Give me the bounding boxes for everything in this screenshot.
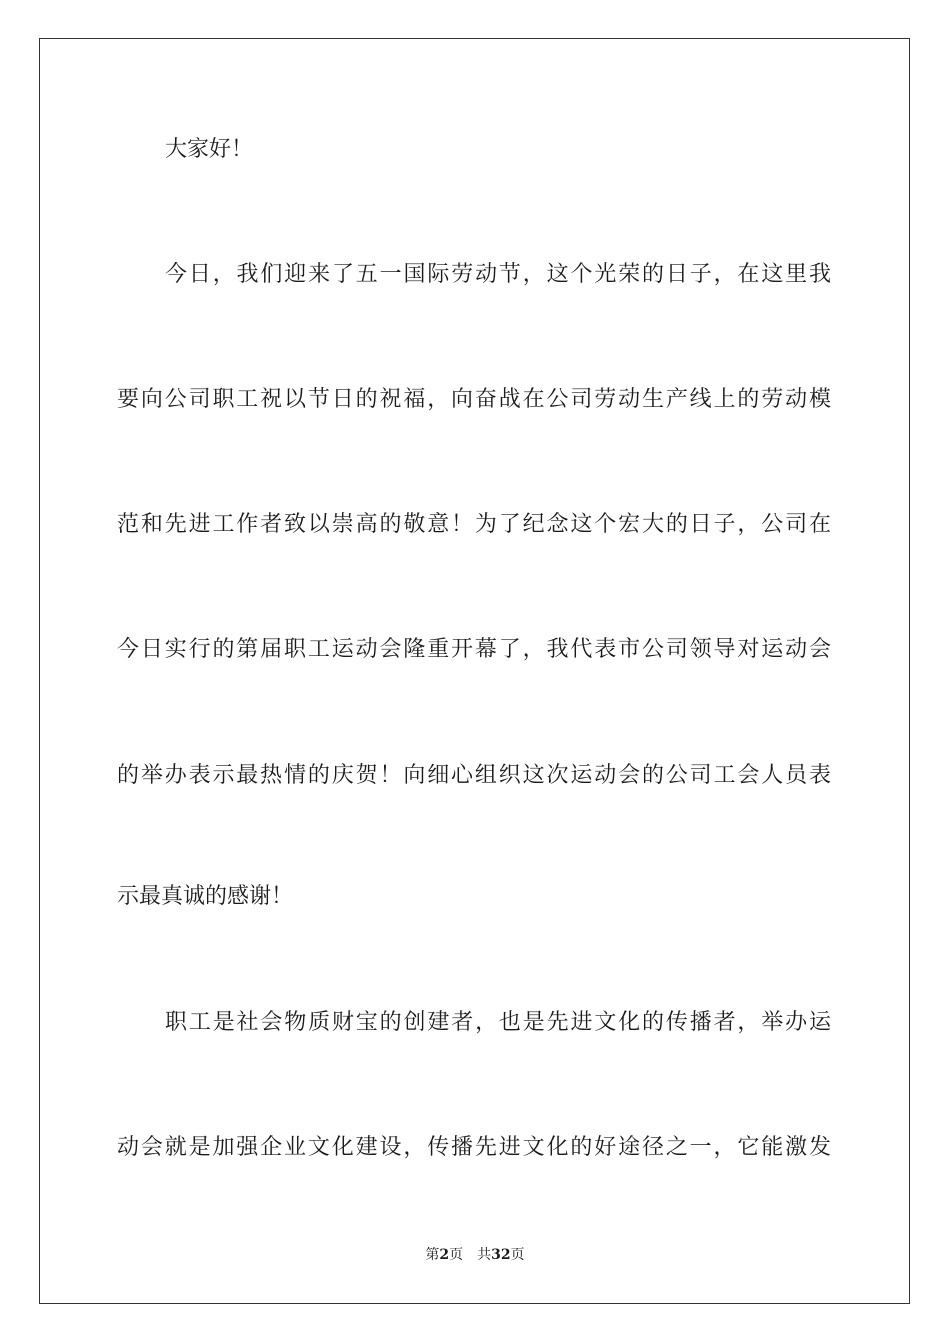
text-line-2: 今日，我们迎来了五一国际劳动节，这个光荣的日子，在这里我	[165, 262, 831, 287]
text-line-1: 大家好！	[165, 137, 254, 162]
paragraph-1-line-1	[0, 255, 950, 295]
text-line-3: 要向公司职工祝以节日的祝福，向奋战在公司劳动生产线上的劳动模	[117, 387, 831, 412]
paragraph-2-line-2	[0, 1128, 950, 1168]
text-line-8: 职工是社会物质财宝的创建者，也是先进文化的传播者，举办运	[165, 1010, 831, 1035]
paragraph-1-line-2	[0, 380, 950, 420]
page-prefix: 第	[425, 1247, 440, 1263]
paragraph-2-line-1	[0, 1003, 950, 1043]
page-border	[39, 38, 910, 1304]
text-line-5: 今日实行的第届职工运动会隆重开幕了，我代表市公司领导对运动会	[117, 637, 831, 662]
text-line-4: 范和先进工作者致以崇高的敬意！为了纪念这个宏大的日子，公司在	[117, 512, 831, 537]
page-number: 2	[439, 1247, 450, 1263]
paragraph-1-line-4	[0, 630, 950, 670]
text-line-6: 的举办表示最热情的庆贺！向细心组织这次运动会的公司工会人员表	[117, 763, 831, 788]
text-line-9: 动会就是加强企业文化建设，传播先进文化的好途径之一，它能激发	[117, 1135, 831, 1160]
page-suffix: 页	[449, 1247, 464, 1263]
paragraph-1-line-5	[0, 756, 950, 796]
text-line-7: 示最真诚的感谢！	[117, 884, 294, 909]
total-prefix: 共	[477, 1247, 492, 1263]
total-pages: 32	[491, 1247, 511, 1263]
page-footer	[0, 1244, 950, 1264]
total-suffix: 页	[510, 1247, 525, 1263]
paragraph-1-line-6	[0, 877, 950, 917]
paragraph-1-line-3	[0, 505, 950, 545]
greeting-line	[0, 130, 950, 170]
